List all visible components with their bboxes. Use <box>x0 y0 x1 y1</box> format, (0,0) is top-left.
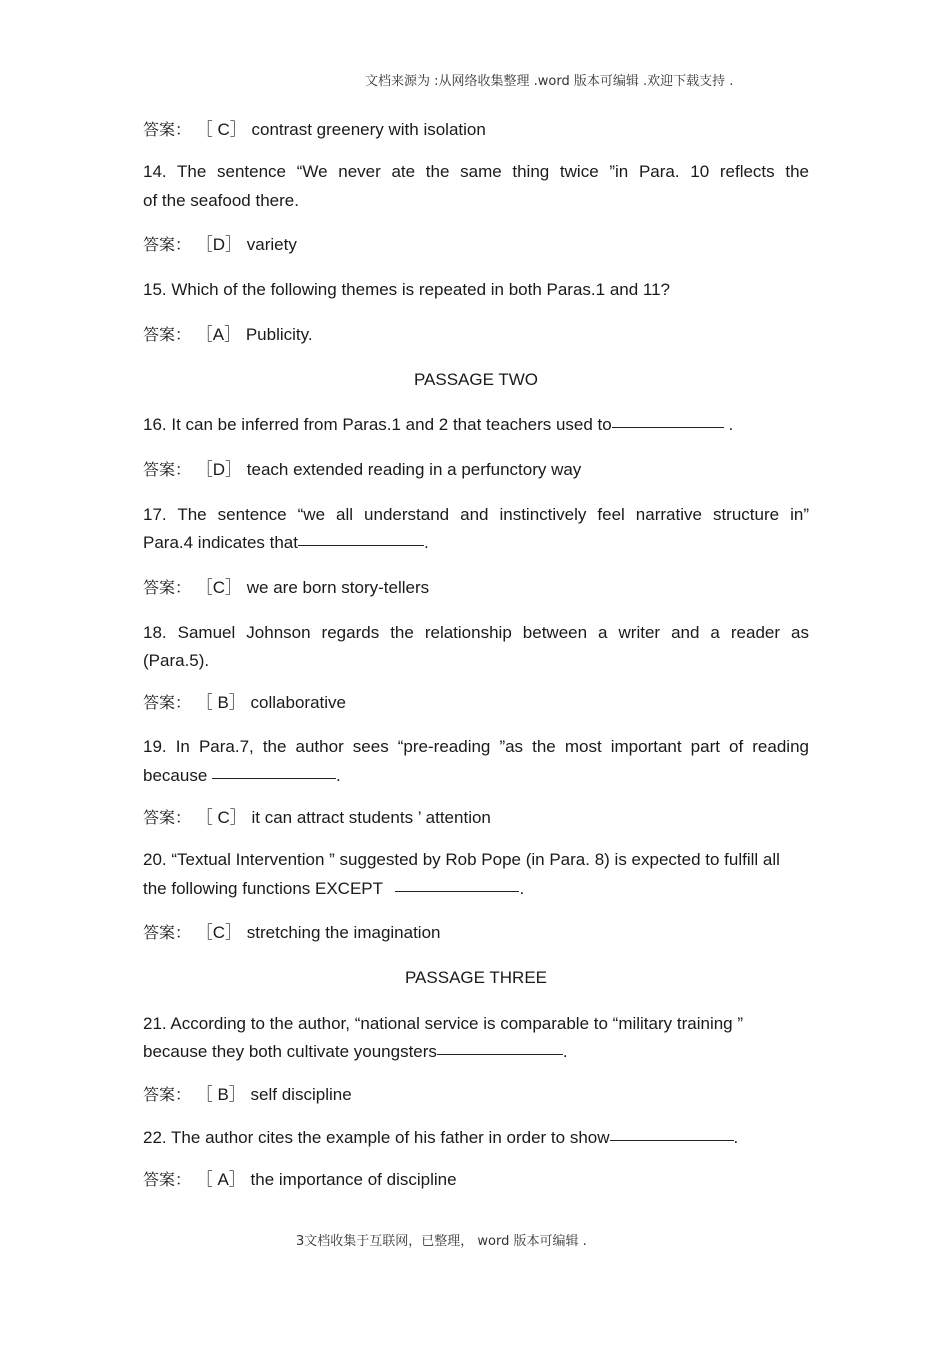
answer-text: self discipline <box>250 1085 352 1104</box>
answer-key: ［D］ <box>195 460 243 479</box>
question-17-text: Para.4 indicates that <box>143 533 298 552</box>
question-15: 15. Which of the following themes is repeated in both Paras.1 and 11? <box>143 280 671 299</box>
answer-label: 答案： <box>143 1085 192 1104</box>
question-17-line-2 <box>143 529 429 557</box>
question-16-end: . <box>728 415 734 434</box>
question-17-end: . <box>423 533 429 552</box>
answer-key: ［ B］ <box>195 1085 246 1104</box>
answer-18 <box>143 689 346 717</box>
answer-label: 答案： <box>143 578 192 597</box>
answer-label: 答案： <box>143 693 192 712</box>
passage-two-heading: PASSAGE TWO <box>413 370 539 389</box>
answer-blank <box>437 1036 563 1055</box>
answer-label: 答案： <box>143 808 192 827</box>
answer-13 <box>143 116 486 144</box>
answer-label: 答案： <box>143 235 192 254</box>
answer-22 <box>143 1166 457 1194</box>
answer-key: ［ B］ <box>195 693 246 712</box>
question-22-text: 22. The author cites the example of his father in order to show <box>143 1128 610 1147</box>
answer-text: stretching the imagination <box>246 923 441 942</box>
answer-key: ［D］ <box>195 235 243 254</box>
answer-text: Publicity. <box>245 325 313 344</box>
page-footer: 3文档收集于互联网，已整理， word 版本可编辑 . <box>296 1234 587 1249</box>
answer-label: 答案： <box>143 325 192 344</box>
question-18-line-2: (Para.5). <box>143 651 210 670</box>
question-14-line-2: of the seafood there. <box>143 191 299 210</box>
answer-label: 答案： <box>143 460 192 479</box>
passage-three-heading: PASSAGE THREE <box>404 968 548 987</box>
answer-blank <box>298 527 424 546</box>
answer-key: ［ C］ <box>195 808 247 827</box>
question-20-end: . <box>519 879 525 898</box>
question-19-end: . <box>336 766 341 785</box>
question-21-line-2 <box>143 1038 568 1066</box>
answer-blank <box>612 409 724 428</box>
answer-15 <box>143 321 313 349</box>
question-22-end: . <box>733 1128 739 1147</box>
answer-key: ［ A］ <box>195 1170 246 1189</box>
question-21-text: because they both cultivate youngsters <box>143 1042 437 1061</box>
answer-16 <box>143 456 581 484</box>
answer-label: 答案： <box>143 120 192 139</box>
answer-text: it can attract students ’ attention <box>251 808 491 827</box>
answer-key: ［A］ <box>195 325 242 344</box>
answer-label: 答案： <box>143 923 192 942</box>
answer-blank <box>610 1122 734 1141</box>
answer-blank <box>395 873 519 892</box>
answer-text: variety <box>246 235 297 254</box>
page-header: 文档来源为 :从网络收集整理 .word 版本可编辑 .欢迎下载支持 . <box>365 74 734 89</box>
question-22 <box>143 1124 738 1152</box>
question-19-text: because <box>143 766 208 785</box>
question-21-end: . <box>562 1042 568 1061</box>
answer-key: ［C］ <box>195 923 243 942</box>
question-16 <box>143 411 733 439</box>
answer-text: teach extended reading in a perfunctory way <box>246 460 582 479</box>
answer-text: we are born story-tellers <box>246 578 430 597</box>
question-20-line-1: 20. “Textual Intervention ” suggested by Rob Pope (in Para. 8) is expected to fulfill all <box>143 850 780 869</box>
question-20-text: the following functions EXCEPT <box>143 879 383 898</box>
answer-text: the importance of discipline <box>250 1170 457 1189</box>
question-21-line-1: 21. According to the author, “national service is comparable to “military training ” <box>143 1014 744 1033</box>
answer-blank <box>212 760 336 779</box>
answer-14 <box>143 231 297 259</box>
answer-key: ［ C］ <box>195 120 247 139</box>
question-14-line-1: 14. The sentence “We never ate the same thing twice ”in Para. 10 reflects the <box>143 162 809 181</box>
answer-key: ［C］ <box>195 578 243 597</box>
question-20-line-2 <box>143 875 524 903</box>
question-18-line-1: 18. Samuel Johnson regards the relationship between a writer and a reader as <box>143 623 809 642</box>
answer-text: contrast greenery with isolation <box>251 120 486 139</box>
answer-19 <box>143 804 491 832</box>
question-19-line-2 <box>143 762 341 790</box>
question-17-line-1: 17. The sentence “we all understand and instinctively feel narrative structure in” <box>143 505 809 524</box>
answer-text: collaborative <box>250 693 346 712</box>
answer-20 <box>143 919 441 947</box>
answer-17 <box>143 574 429 602</box>
answer-label: 答案： <box>143 1170 192 1189</box>
question-19-line-1: 19. In Para.7, the author sees “pre-reading ”as the most important part of reading <box>143 737 809 756</box>
answer-21 <box>143 1081 352 1109</box>
question-16-text: 16. It can be inferred from Paras.1 and 2 that teachers used to <box>143 415 612 434</box>
